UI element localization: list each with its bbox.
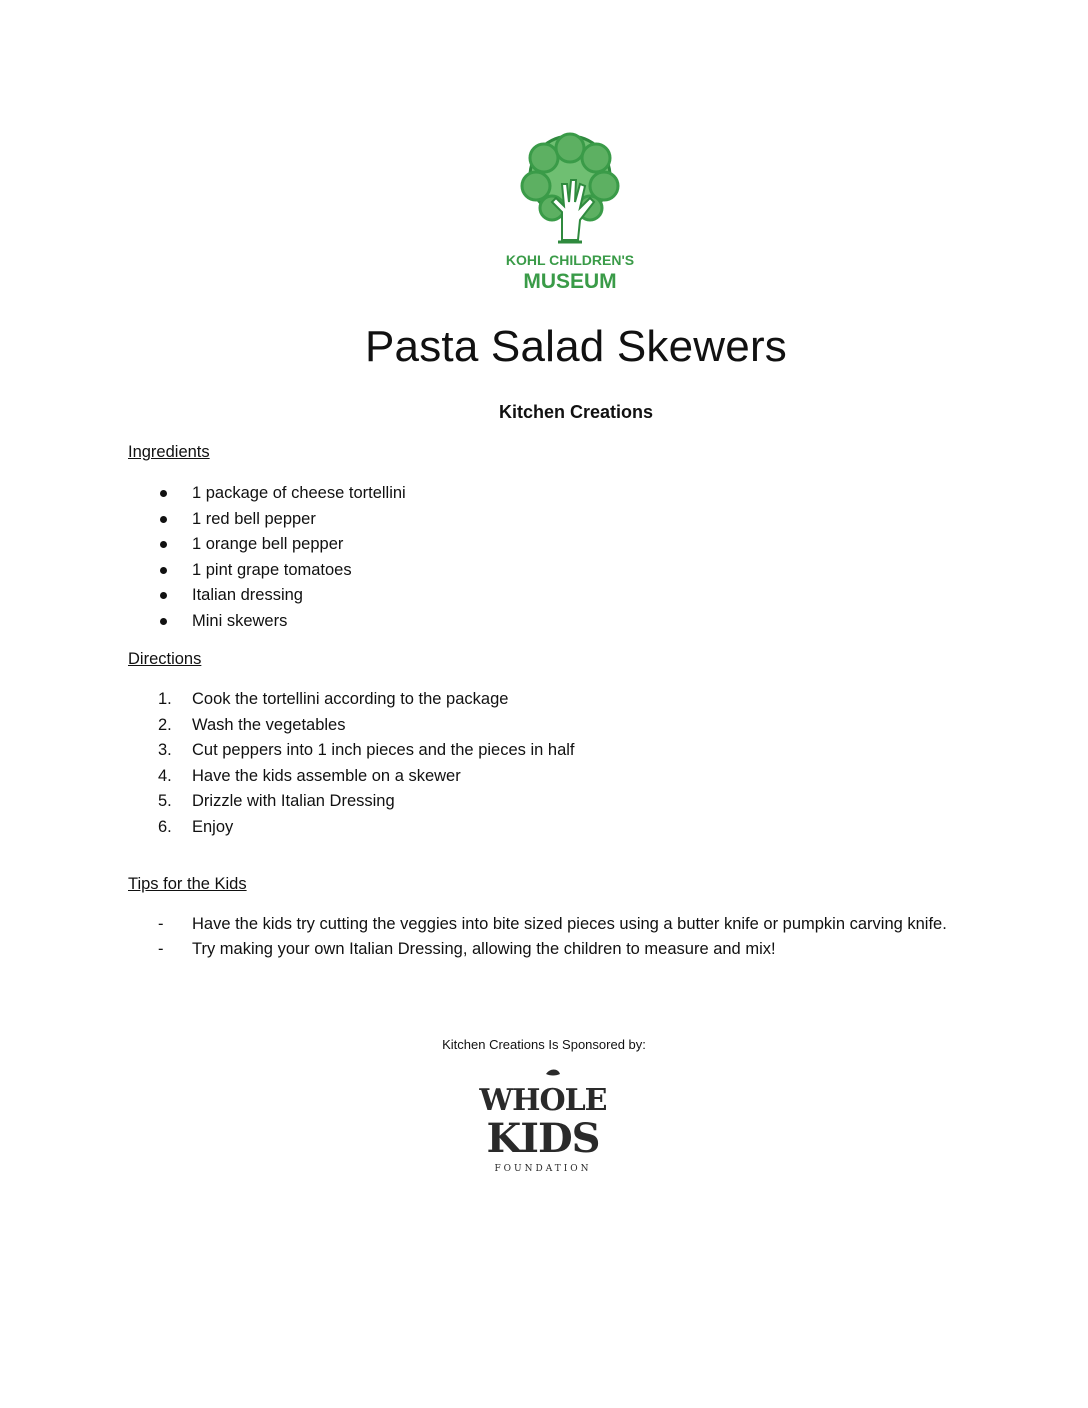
- list-item: [128, 532, 406, 558]
- ingredients-list: [128, 481, 406, 634]
- ingredient-text: 1 orange bell pepper: [192, 535, 344, 553]
- bullet-icon: [160, 490, 167, 497]
- sponsor-logo-graphic: [478, 1068, 608, 1180]
- list-item: [128, 764, 575, 790]
- logo-word-whole: WHOLE: [479, 1083, 607, 1118]
- list-item: [128, 507, 406, 533]
- whole-kids-foundation-logo: [478, 1068, 608, 1180]
- tree-hand-icon: [500, 128, 640, 298]
- list-item: [128, 815, 575, 841]
- step-text: Wash the vegetables: [192, 715, 346, 734]
- ingredient-text: Mini skewers: [192, 611, 288, 630]
- dash-marker: -: [158, 939, 164, 958]
- ingredient-text: 1 package of cheese tortellini: [192, 484, 406, 502]
- list-item: [128, 481, 406, 507]
- bullet-icon: [160, 592, 167, 599]
- ingredients-heading: Ingredients: [128, 443, 210, 461]
- step-number: 6.: [158, 817, 172, 836]
- bullet-icon: [160, 618, 167, 625]
- bullet-icon: [160, 541, 167, 548]
- step-number: 5.: [158, 792, 172, 810]
- step-number: 1.: [158, 690, 172, 708]
- tip-text: Have the kids try cutting the veggies into bite sized pieces using a butter knife or pumpkin carving knife.: [192, 915, 947, 933]
- sponsor-line: Kitchen Creations Is Sponsored by:: [442, 1037, 646, 1052]
- dash-marker: -: [158, 915, 164, 933]
- ingredient-text: 1 red bell pepper: [192, 509, 316, 528]
- page-title: Pasta Salad Skewers: [364, 322, 787, 371]
- list-item: [128, 558, 406, 584]
- museum-logo-line2: MUSEUM: [523, 270, 617, 293]
- logo-word-foundation: FOUNDATION: [494, 1164, 592, 1174]
- logo-word-kids: KIDS: [486, 1115, 600, 1162]
- bullet-icon: [160, 567, 167, 574]
- bullet-icon: [160, 516, 167, 523]
- step-number: 3.: [158, 741, 172, 759]
- directions-list: [128, 687, 575, 840]
- step-number: 2.: [158, 715, 172, 734]
- step-number: 4.: [158, 766, 172, 785]
- step-text: Have the kids assemble on a skewer: [192, 766, 461, 785]
- step-text: Cook the tortellini according to the package: [192, 690, 509, 708]
- museum-logo-line1: KOHL CHILDREN'S: [505, 252, 635, 268]
- tips-heading: Tips for the Kids: [128, 875, 247, 893]
- list-item: [128, 713, 575, 739]
- ingredient-text: Italian dressing: [192, 586, 303, 604]
- directions-heading: Directions: [128, 650, 202, 668]
- step-text: Cut peppers into 1 inch pieces and the pieces in half: [192, 741, 575, 759]
- list-item: [128, 583, 406, 609]
- tip-text: Try making your own Italian Dressing, allowing the children to measure and mix!: [192, 939, 776, 958]
- tips-list: [128, 912, 952, 961]
- list-item: [128, 789, 575, 815]
- list-item: [128, 912, 952, 937]
- list-item: [128, 687, 575, 713]
- museum-logo: [500, 128, 640, 298]
- ingredient-text: 1 pint grape tomatoes: [192, 560, 352, 579]
- page-subtitle: Kitchen Creations: [498, 402, 654, 422]
- step-text: Enjoy: [192, 817, 234, 836]
- list-item: [128, 738, 575, 764]
- list-item: [128, 609, 406, 635]
- step-text: Drizzle with Italian Dressing: [192, 792, 395, 810]
- list-item: [128, 937, 952, 962]
